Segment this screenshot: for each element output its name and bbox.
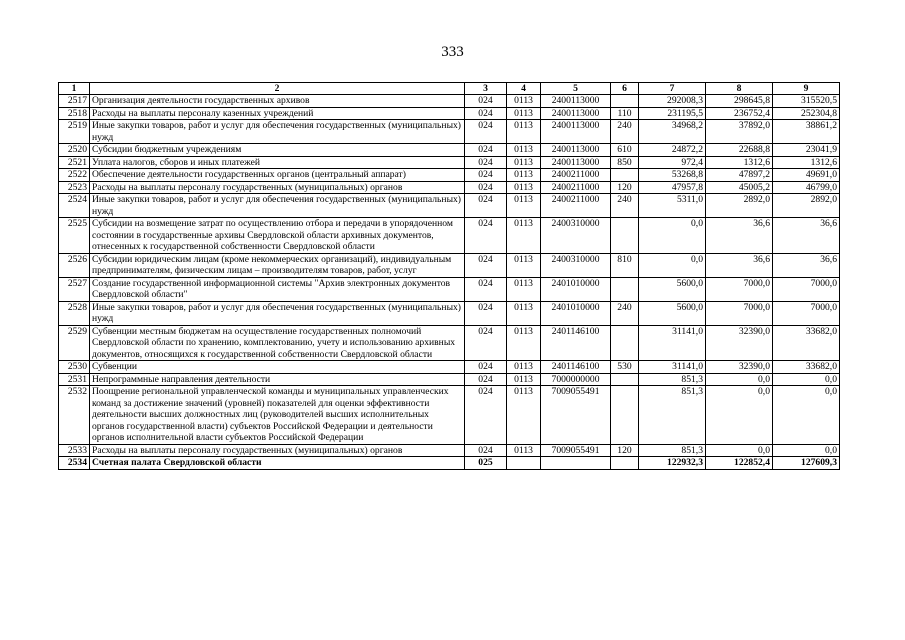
row-number-cell: 2528 bbox=[59, 301, 90, 325]
amount-year3-cell: 0,0 bbox=[773, 373, 840, 386]
expense-name-cell: Субвенции местным бюджетам на осуществление государственных полномочий Свердловской области по хранению, комплектованию, учету и использованию архивных документов, относящихся к государственной собственности Свердловской области bbox=[90, 325, 465, 361]
section-code-cell: 0113 bbox=[507, 194, 541, 218]
target-article-cell: 2400113000 bbox=[541, 120, 611, 144]
row-number-cell: 2517 bbox=[59, 95, 90, 108]
expense-type-cell: 610 bbox=[611, 144, 639, 157]
expense-name-cell: Иные закупки товаров, работ и услуг для обеспечения государственных (муниципальных) нужд bbox=[90, 194, 465, 218]
table-row bbox=[59, 156, 840, 169]
amount-year3-cell: 38861,2 bbox=[773, 120, 840, 144]
amount-year2-cell: 36,6 bbox=[706, 253, 773, 277]
ministry-code-cell: 025 bbox=[465, 457, 507, 470]
header-cell: 3 bbox=[465, 83, 507, 95]
target-article-cell bbox=[541, 457, 611, 470]
section-code-cell: 0113 bbox=[507, 156, 541, 169]
target-article-cell: 2401010000 bbox=[541, 301, 611, 325]
amount-year3-cell: 23041,9 bbox=[773, 144, 840, 157]
expense-type-cell: 240 bbox=[611, 301, 639, 325]
ministry-code-cell: 024 bbox=[465, 144, 507, 157]
row-number-cell: 2518 bbox=[59, 107, 90, 120]
amount-year3-cell: 315520,5 bbox=[773, 95, 840, 108]
amount-year1-cell: 24872,2 bbox=[639, 144, 706, 157]
header-cell: 7 bbox=[639, 83, 706, 95]
expense-type-cell: 530 bbox=[611, 361, 639, 374]
amount-year2-cell: 22688,8 bbox=[706, 144, 773, 157]
expense-name-cell: Обеспечение деятельности государственных органов (центральный аппарат) bbox=[90, 169, 465, 182]
target-article-cell: 7009055491 bbox=[541, 386, 611, 445]
expense-name-cell: Расходы на выплаты персоналу государственных (муниципальных) органов bbox=[90, 444, 465, 457]
expense-type-cell bbox=[611, 325, 639, 361]
amount-year2-cell: 0,0 bbox=[706, 444, 773, 457]
section-code-cell: 0113 bbox=[507, 373, 541, 386]
expense-name-cell: Иные закупки товаров, работ и услуг для обеспечения государственных (муниципальных) нужд bbox=[90, 301, 465, 325]
row-number-cell: 2525 bbox=[59, 218, 90, 254]
amount-year1-cell: 231195,5 bbox=[639, 107, 706, 120]
table-row bbox=[59, 144, 840, 157]
section-code-cell: 0113 bbox=[507, 325, 541, 361]
amount-year3-cell: 36,6 bbox=[773, 253, 840, 277]
amount-year1-cell: 851,3 bbox=[639, 373, 706, 386]
amount-year3-cell: 46799,0 bbox=[773, 181, 840, 194]
amount-year3-cell: 49691,0 bbox=[773, 169, 840, 182]
amount-year1-cell: 0,0 bbox=[639, 218, 706, 254]
row-number-cell: 2527 bbox=[59, 277, 90, 301]
amount-year2-cell: 37892,0 bbox=[706, 120, 773, 144]
ministry-code-cell: 024 bbox=[465, 277, 507, 301]
expense-type-cell: 110 bbox=[611, 107, 639, 120]
table-row bbox=[59, 169, 840, 182]
expense-type-cell: 240 bbox=[611, 194, 639, 218]
section-code-cell: 0113 bbox=[507, 218, 541, 254]
target-article-cell: 2400113000 bbox=[541, 107, 611, 120]
ministry-code-cell: 024 bbox=[465, 444, 507, 457]
expense-type-cell bbox=[611, 95, 639, 108]
amount-year2-cell: 236752,4 bbox=[706, 107, 773, 120]
budget-table bbox=[58, 82, 840, 470]
ministry-code-cell: 024 bbox=[465, 107, 507, 120]
header-cell: 6 bbox=[611, 83, 639, 95]
amount-year2-cell: 7000,0 bbox=[706, 277, 773, 301]
amount-year2-cell: 0,0 bbox=[706, 386, 773, 445]
section-code-cell: 0113 bbox=[507, 107, 541, 120]
table-row bbox=[59, 386, 840, 445]
table-row bbox=[59, 277, 840, 301]
row-number-cell: 2533 bbox=[59, 444, 90, 457]
row-number-cell: 2526 bbox=[59, 253, 90, 277]
header-cell: 4 bbox=[507, 83, 541, 95]
amount-year3-cell: 33682,0 bbox=[773, 325, 840, 361]
amount-year2-cell: 298645,8 bbox=[706, 95, 773, 108]
row-number-cell: 2530 bbox=[59, 361, 90, 374]
ministry-code-cell: 024 bbox=[465, 181, 507, 194]
amount-year3-cell: 36,6 bbox=[773, 218, 840, 254]
row-number-cell: 2529 bbox=[59, 325, 90, 361]
amount-year1-cell: 5600,0 bbox=[639, 277, 706, 301]
target-article-cell: 2400113000 bbox=[541, 95, 611, 108]
ministry-code-cell: 024 bbox=[465, 361, 507, 374]
row-number-cell: 2534 bbox=[59, 457, 90, 470]
ministry-code-cell: 024 bbox=[465, 301, 507, 325]
section-code-cell: 0113 bbox=[507, 386, 541, 445]
header-cell: 2 bbox=[90, 83, 465, 95]
target-article-cell: 2400310000 bbox=[541, 253, 611, 277]
amount-year1-cell: 5600,0 bbox=[639, 301, 706, 325]
expense-name-cell: Непрограммные направления деятельности bbox=[90, 373, 465, 386]
header-cell: 5 bbox=[541, 83, 611, 95]
amount-year3-cell: 252304,8 bbox=[773, 107, 840, 120]
expense-name-cell: Субсидии юридическим лицам (кроме некоммерческих организаций), индивидуальным предпринимателям, физическим лицам – производителям товаров, работ, услуг bbox=[90, 253, 465, 277]
amount-year2-cell: 0,0 bbox=[706, 373, 773, 386]
amount-year3-cell: 2892,0 bbox=[773, 194, 840, 218]
amount-year2-cell: 36,6 bbox=[706, 218, 773, 254]
amount-year1-cell: 0,0 bbox=[639, 253, 706, 277]
ministry-code-cell: 024 bbox=[465, 169, 507, 182]
target-article-cell: 2400310000 bbox=[541, 218, 611, 254]
section-code-cell: 0113 bbox=[507, 120, 541, 144]
expense-type-cell: 120 bbox=[611, 444, 639, 457]
amount-year3-cell: 0,0 bbox=[773, 444, 840, 457]
amount-year1-cell: 47957,8 bbox=[639, 181, 706, 194]
header-cell: 1 bbox=[59, 83, 90, 95]
amount-year2-cell: 122852,4 bbox=[706, 457, 773, 470]
target-article-cell: 2401010000 bbox=[541, 277, 611, 301]
section-code-cell: 0113 bbox=[507, 181, 541, 194]
target-article-cell: 2400113000 bbox=[541, 144, 611, 157]
amount-year3-cell: 1312,6 bbox=[773, 156, 840, 169]
target-article-cell: 2400211000 bbox=[541, 169, 611, 182]
table-row bbox=[59, 120, 840, 144]
table-row bbox=[59, 325, 840, 361]
table-row bbox=[59, 107, 840, 120]
amount-year2-cell: 47897,2 bbox=[706, 169, 773, 182]
target-article-cell: 7009055491 bbox=[541, 444, 611, 457]
amount-year2-cell: 32390,0 bbox=[706, 361, 773, 374]
table-row bbox=[59, 457, 840, 470]
row-number-cell: 2531 bbox=[59, 373, 90, 386]
expense-type-cell: 850 bbox=[611, 156, 639, 169]
row-number-cell: 2522 bbox=[59, 169, 90, 182]
amount-year2-cell: 45005,2 bbox=[706, 181, 773, 194]
page-number: 333 bbox=[441, 44, 464, 60]
amount-year1-cell: 53268,8 bbox=[639, 169, 706, 182]
amount-year2-cell: 32390,0 bbox=[706, 325, 773, 361]
section-code-cell: 0113 bbox=[507, 444, 541, 457]
expense-type-cell: 810 bbox=[611, 253, 639, 277]
amount-year1-cell: 972,4 bbox=[639, 156, 706, 169]
ministry-code-cell: 024 bbox=[465, 156, 507, 169]
row-number-cell: 2520 bbox=[59, 144, 90, 157]
table-row bbox=[59, 95, 840, 108]
amount-year2-cell: 2892,0 bbox=[706, 194, 773, 218]
amount-year1-cell: 31141,0 bbox=[639, 325, 706, 361]
table-row bbox=[59, 444, 840, 457]
section-code-cell: 0113 bbox=[507, 277, 541, 301]
section-code-cell bbox=[507, 457, 541, 470]
amount-year3-cell: 127609,3 bbox=[773, 457, 840, 470]
expense-name-cell: Субсидии бюджетным учреждениям bbox=[90, 144, 465, 157]
expense-type-cell: 120 bbox=[611, 181, 639, 194]
expense-name-cell: Субсидии на возмещение затрат по осуществлению отбора и передачи в упорядоченном состоянии в государственные архивы Свердловской области архивных документов, отнесенных к государственной собственности Свердловской области bbox=[90, 218, 465, 254]
ministry-code-cell: 024 bbox=[465, 120, 507, 144]
ministry-code-cell: 024 bbox=[465, 325, 507, 361]
amount-year3-cell: 33682,0 bbox=[773, 361, 840, 374]
table-header-row bbox=[59, 83, 840, 95]
section-code-cell: 0113 bbox=[507, 144, 541, 157]
row-number-cell: 2532 bbox=[59, 386, 90, 445]
table-row bbox=[59, 218, 840, 254]
row-number-cell: 2521 bbox=[59, 156, 90, 169]
expense-name-cell: Счетная палата Свердловской области bbox=[90, 457, 465, 470]
row-number-cell: 2523 bbox=[59, 181, 90, 194]
expense-name-cell: Иные закупки товаров, работ и услуг для обеспечения государственных (муниципальных) нужд bbox=[90, 120, 465, 144]
expense-name-cell: Расходы на выплаты персоналу государственных (муниципальных) органов bbox=[90, 181, 465, 194]
ministry-code-cell: 024 bbox=[465, 386, 507, 445]
table-row bbox=[59, 194, 840, 218]
row-number-cell: 2524 bbox=[59, 194, 90, 218]
table-row bbox=[59, 181, 840, 194]
ministry-code-cell: 024 bbox=[465, 373, 507, 386]
target-article-cell: 2400211000 bbox=[541, 194, 611, 218]
target-article-cell: 7000000000 bbox=[541, 373, 611, 386]
ministry-code-cell: 024 bbox=[465, 218, 507, 254]
expense-type-cell bbox=[611, 169, 639, 182]
ministry-code-cell: 024 bbox=[465, 253, 507, 277]
expense-name-cell: Поощрение региональной управленческой команды и муниципальных управленческих команд за достижение значений (уровней) показателей для оценки эффективности деятельности высших должностных лиц (руководителей высших исполнительных органов государственной власти) субъектов Российской Федерации и деятельности органов исполнительной власти субъектов Российской Федерации bbox=[90, 386, 465, 445]
table-row bbox=[59, 361, 840, 374]
expense-type-cell bbox=[611, 373, 639, 386]
amount-year3-cell: 7000,0 bbox=[773, 277, 840, 301]
amount-year2-cell: 7000,0 bbox=[706, 301, 773, 325]
expense-type-cell: 240 bbox=[611, 120, 639, 144]
table-row bbox=[59, 253, 840, 277]
table-body bbox=[59, 95, 840, 470]
amount-year1-cell: 5311,0 bbox=[639, 194, 706, 218]
amount-year1-cell: 34968,2 bbox=[639, 120, 706, 144]
expense-name-cell: Субвенции bbox=[90, 361, 465, 374]
expense-type-cell bbox=[611, 218, 639, 254]
expense-name-cell: Уплата налогов, сборов и иных платежей bbox=[90, 156, 465, 169]
amount-year1-cell: 851,3 bbox=[639, 386, 706, 445]
section-code-cell: 0113 bbox=[507, 253, 541, 277]
expense-name-cell: Расходы на выплаты персоналу казенных учреждений bbox=[90, 107, 465, 120]
ministry-code-cell: 024 bbox=[465, 95, 507, 108]
header-cell: 9 bbox=[773, 83, 840, 95]
target-article-cell: 2400113000 bbox=[541, 156, 611, 169]
amount-year1-cell: 122932,3 bbox=[639, 457, 706, 470]
target-article-cell: 2401146100 bbox=[541, 361, 611, 374]
amount-year1-cell: 31141,0 bbox=[639, 361, 706, 374]
amount-year1-cell: 292008,3 bbox=[639, 95, 706, 108]
expense-type-cell bbox=[611, 457, 639, 470]
expense-type-cell bbox=[611, 386, 639, 445]
row-number-cell: 2519 bbox=[59, 120, 90, 144]
section-code-cell: 0113 bbox=[507, 95, 541, 108]
target-article-cell: 2400211000 bbox=[541, 181, 611, 194]
target-article-cell: 2401146100 bbox=[541, 325, 611, 361]
amount-year3-cell: 7000,0 bbox=[773, 301, 840, 325]
section-code-cell: 0113 bbox=[507, 361, 541, 374]
section-code-cell: 0113 bbox=[507, 301, 541, 325]
expense-name-cell: Создание государственной информационной системы "Архив электронных документов Свердловской области" bbox=[90, 277, 465, 301]
section-code-cell: 0113 bbox=[507, 169, 541, 182]
amount-year1-cell: 851,3 bbox=[639, 444, 706, 457]
table-row bbox=[59, 301, 840, 325]
expense-name-cell: Организация деятельности государственных архивов bbox=[90, 95, 465, 108]
table-row bbox=[59, 373, 840, 386]
expense-type-cell bbox=[611, 277, 639, 301]
amount-year2-cell: 1312,6 bbox=[706, 156, 773, 169]
header-cell: 8 bbox=[706, 83, 773, 95]
ministry-code-cell: 024 bbox=[465, 194, 507, 218]
amount-year3-cell: 0,0 bbox=[773, 386, 840, 445]
